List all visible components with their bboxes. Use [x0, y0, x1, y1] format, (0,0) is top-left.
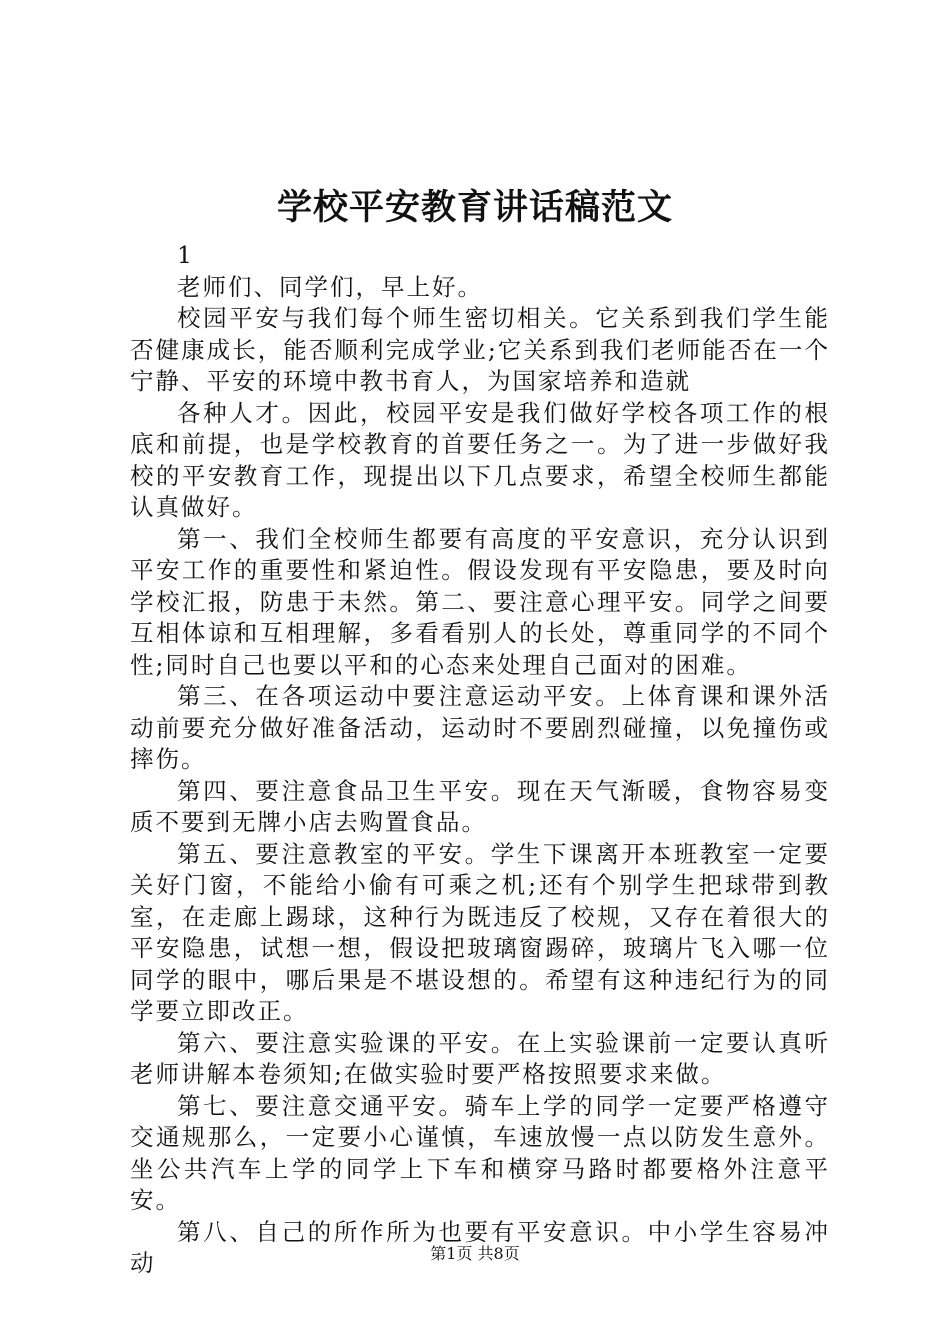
- paragraph-point-3: 第三、在各项运动中要注意运动平安。上体育课和课外活动前要充分做好准备活动，运动时不要剧烈碰撞，以免撞伤或摔伤。: [130, 682, 830, 773]
- paragraph-page-number: 1: [177, 241, 194, 269]
- document-title: 学校平安教育讲话稿范文: [276, 187, 673, 228]
- paragraph-greeting: 老师们、同学们，早上好。: [177, 272, 483, 301]
- paragraph-point-8: 第八、自己的所作所为也要有平安意识。中小学生容易冲动: [130, 1217, 830, 1277]
- paragraph-point-1-2: 第一、我们全校师生都要有高度的平安意识，充分认识到平安工作的重要性和紧迫性。假设发现有平安隐患，要及时向学校汇报，防患于未然。第二、要注意心理平安。同学之间要互相体谅和互相理解，多看看别人的长处，尊重同学的不同个性;同时自己也要以平和的心态来处理自己面对的困难。: [130, 524, 830, 679]
- paragraph-point-5: 第五、要注意教室的平安。学生下课离开本班教室一定要关好门窗，不能给小偷有可乘之机;还有个别学生把球带到教室，在走廊上踢球，这种行为既违反了校规，又存在着很大的平安隐患，试想一想，假设把玻璃窗踢碎，玻璃片飞入哪一位同学的眼中，哪后果是不堪设想的。希望有这种违纪行为的同学要立即改正。: [130, 839, 830, 1025]
- paragraph-point-6: 第六、要注意实验课的平安。在上实验课前一定要认真听老师讲解本卷须知;在做实验时要严格按照要求来做。: [130, 1028, 830, 1088]
- page-footer: 第1页 共8页: [430, 1244, 520, 1263]
- document-body: [130, 240, 830, 1280]
- paragraph-intro: 校园平安与我们每个师生密切相关。它关系到我们学生能否健康成长，能否顺利完成学业;它关系到我们老师能否在一个宁静、平安的环境中教书育人，为国家培养和造就: [130, 304, 830, 395]
- paragraph-point-7: 第七、要注意交通平安。骑车上学的同学一定要严格遵守交通规那么，一定要小心谨慎，车速放慢一点以防发生意外。坐公共汽车上学的同学上下车和横穿马路时都要格外注意平安。: [130, 1091, 830, 1214]
- paragraph-intro-continued: 各种人才。因此，校园平安是我们做好学校各项工作的根底和前提，也是学校教育的首要任务之一。为了进一步做好我校的平安教育工作，现提出以下几点要求，希望全校师生都能认真做好。: [130, 398, 830, 521]
- paragraph-point-4: 第四、要注意食品卫生平安。现在天气渐暖，食物容易变质不要到无牌小店去购置食品。: [130, 776, 830, 836]
